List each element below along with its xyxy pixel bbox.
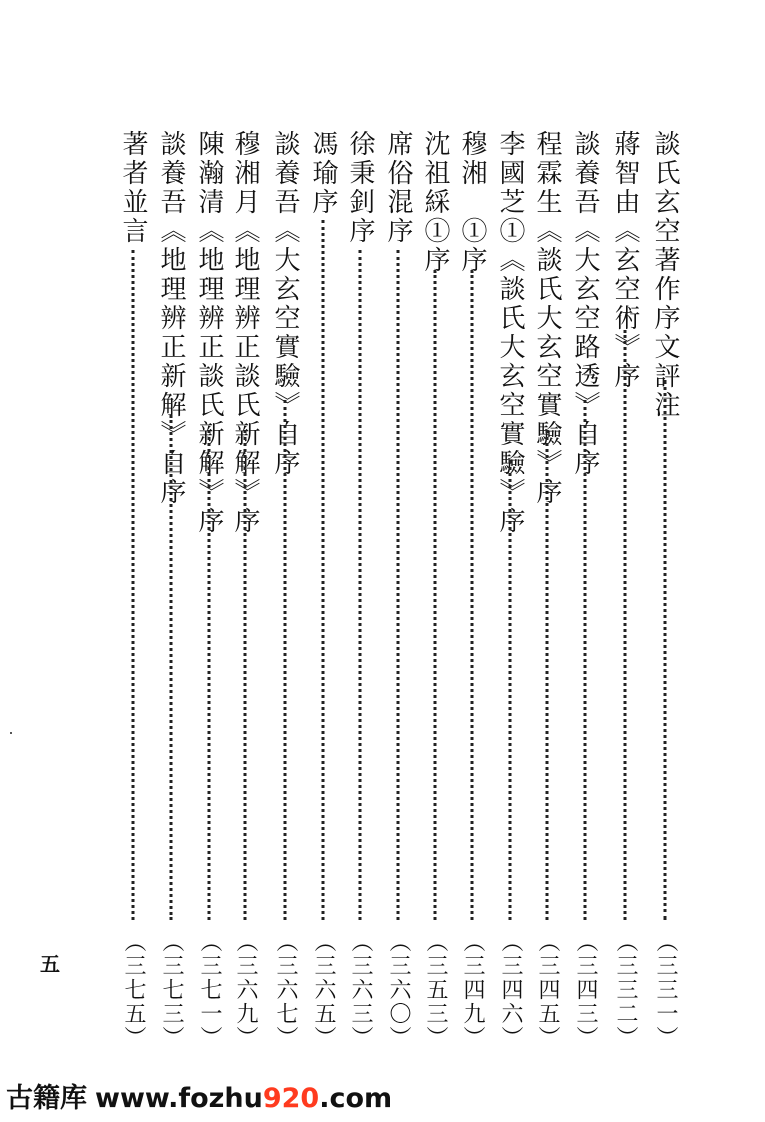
toc-entry[interactable] (228, 130, 262, 1050)
dot-leader (244, 430, 247, 920)
entry-page-number: （三六七） (273, 930, 298, 1050)
entry-page-number: （三七五） (121, 930, 146, 1050)
toc-entry[interactable] (455, 130, 489, 1050)
entry-title: 沈祖綵①序 (420, 130, 450, 275)
entry-page-number: （三六五） (311, 930, 336, 1050)
entry-page-number: （三五三） (423, 930, 448, 1050)
dot-leader (359, 250, 362, 920)
entry-title: 席俗混序 (383, 130, 413, 246)
entry-page-number: （三六〇） (386, 930, 411, 1050)
watermark-url-prefix: www.fozhu (95, 1083, 263, 1114)
toc-entry[interactable] (568, 130, 602, 1050)
site-watermark[interactable] (6, 1076, 392, 1115)
toc-entry[interactable] (608, 130, 642, 1050)
scan-speck (10, 732, 12, 734)
toc-entry[interactable] (493, 130, 527, 1050)
entry-title: 程霖生《談氏大玄空實驗》序 (532, 130, 562, 507)
dot-leader (664, 380, 667, 920)
dot-leader (322, 220, 325, 920)
entry-page-number: （三三一） (653, 930, 678, 1050)
watermark-brand: 古籍库 (6, 1083, 87, 1114)
toc-entry[interactable] (381, 130, 415, 1050)
entry-title: 談養吾《大玄空實驗》自序 (270, 130, 300, 478)
entry-title: 陳瀚清《地理辨正談氏新解》序 (194, 130, 224, 536)
entry-title: 穆湘 ①序 (457, 130, 487, 275)
dot-leader (624, 330, 627, 920)
entry-title: 穆湘月《地理辨正談氏新解》序 (230, 130, 260, 536)
entry-page-number: （三四六） (498, 930, 523, 1050)
entry-page-number: （三七三） (159, 930, 184, 1050)
dot-leader (170, 415, 173, 920)
entry-title: 徐秉釗序 (345, 130, 375, 246)
entry-title: 著者並言 (118, 130, 148, 246)
watermark-url-accent: 920 (262, 1083, 320, 1114)
dot-leader (208, 430, 211, 920)
entry-page-number: （三四三） (573, 930, 598, 1050)
dot-leader (132, 250, 135, 920)
page-folio: 五 (40, 952, 60, 976)
entry-title: 談養吾《地理辨正新解》自序 (156, 130, 186, 507)
dot-leader (284, 400, 287, 920)
entry-title: 談養吾《大玄空路透》自序 (570, 130, 600, 478)
entry-page-number: （三四五） (535, 930, 560, 1050)
entry-page-number: （三三二） (613, 930, 638, 1050)
entry-title: 李國芝①《談氏大玄空實驗》序 (495, 130, 525, 536)
entry-page-number: （三六三） (348, 930, 373, 1050)
toc-entry[interactable] (116, 130, 150, 1050)
dot-leader (584, 400, 587, 920)
dot-leader (546, 430, 549, 920)
entry-title: 談氏玄空著作序文評注 (650, 130, 680, 420)
entry-page-number: （三六九） (233, 930, 258, 1050)
dot-leader (471, 270, 474, 920)
toc-entry[interactable] (154, 130, 188, 1050)
dot-leader (509, 460, 512, 920)
watermark-url-suffix: .com (319, 1083, 393, 1114)
dot-leader (397, 250, 400, 920)
dot-leader (434, 270, 437, 920)
entry-title: 馮瑜序 (308, 130, 338, 217)
toc-entry[interactable] (530, 130, 564, 1050)
toc-entry[interactable] (648, 130, 682, 1050)
toc-entry[interactable] (268, 130, 302, 1050)
toc-entry[interactable] (192, 130, 226, 1050)
toc-entry[interactable] (306, 130, 340, 1050)
entry-title: 蔣智由《玄空術》序 (610, 130, 640, 391)
toc-entry[interactable] (418, 130, 452, 1050)
toc-entry[interactable] (343, 130, 377, 1050)
entry-page-number: （三四九） (460, 930, 485, 1050)
entry-page-number: （三七一） (197, 930, 222, 1050)
